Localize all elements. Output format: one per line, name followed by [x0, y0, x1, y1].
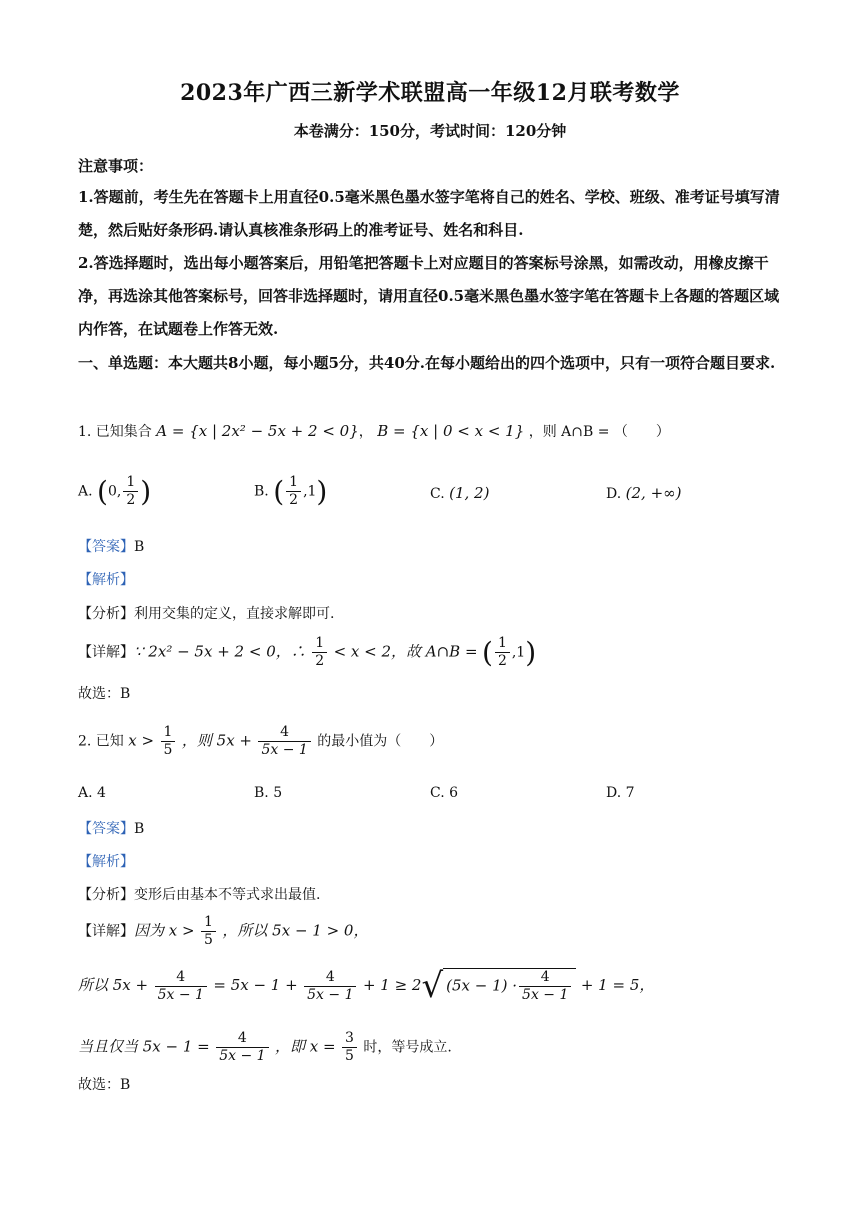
q2-line2-d: (5x − 1) · [446, 976, 518, 995]
q2-line-2 [78, 966, 654, 1006]
answer-tag: 【答案】 [78, 821, 134, 837]
q1-detail-a: ∵ 2x² − 5x + 2 < 0，∴ [134, 642, 306, 661]
frac-den: 5x − 1 [261, 742, 308, 758]
q2-detail-a: 因为 x > [134, 921, 195, 940]
q2-option-d: D. 7 [606, 785, 635, 801]
answer-value: B [134, 821, 145, 837]
q2-line3-c: 时，等号成立. [363, 1039, 452, 1056]
fenxi-text: 利用交集的定义，直接求解即可. [134, 606, 335, 622]
q1-conclude: 故选：B [78, 686, 131, 702]
q2-answer [78, 818, 144, 838]
q1-set-b: B = {x | 0 < x < 1} [377, 422, 525, 440]
q1-option-c [430, 484, 489, 502]
page-title: 2023年广西三新学术联盟高一年级12月联考数学 [180, 80, 680, 106]
q2-option-a: A. 4 [78, 785, 106, 801]
q1-option-b-label: B. [254, 483, 269, 500]
q1-answer [78, 536, 144, 556]
q1-option-d [606, 484, 682, 502]
q1-fenxi [78, 603, 334, 623]
frac-den: 2 [126, 492, 136, 508]
q2-analysis [78, 851, 134, 871]
q2-prefix: 2. 已知 [78, 733, 124, 750]
q1-option-d-label: D. [606, 486, 622, 502]
frac-num: 4 [304, 969, 356, 987]
q2-ask: 的最小值为（ ） [317, 733, 444, 750]
q2-line2-e: + 1 = 5， [580, 976, 655, 994]
analysis-tag: 【解析】 [78, 572, 134, 588]
notice-item-1: 1.答题前，考生先在答题卡上用直径0.5毫米黑色墨水签字笔将自己的姓名、学校、班级、准考证号填写清楚，然后贴好条形码.请认真核准条形码上的准考证号、姓名和科目. [78, 188, 780, 239]
frac-num: 4 [155, 969, 207, 987]
q1-option-a: A. (0, $\frac{1}{2}$ ) [78, 474, 152, 508]
q1-option-c-label: C. [430, 486, 445, 502]
q2-line2-c: + 1 ≥ 2 [362, 976, 422, 994]
q1-option-a-zero: 0, [107, 483, 122, 500]
frac-den: 5 [163, 742, 173, 758]
notice-item-2: 2.答选择题时，选出每小题答案后，用铅笔把答题卡上对应题目的答案标号涂黑，如需改动，用橡皮擦干净，再选涂其他答案标号，回答非选择题时，请用直径0.5毫米黑色墨水签字笔在答题卡上各题的答题区域内作答，在试题卷上作答无效. [78, 254, 780, 338]
fenxi-tag: 【分析】 [78, 887, 134, 903]
q1-option-b: B. ( $\frac{1}{2}$ ,1) [254, 474, 328, 508]
q2-line2-a: 所以 5x + [78, 976, 149, 994]
answer-value: B [134, 539, 145, 555]
detail-tag: 【详解】 [78, 644, 134, 661]
frac-den: 2 [497, 653, 507, 669]
q1-set-a: A = {x | 2x² − 5x + 2 < 0} [156, 422, 359, 440]
frac-den: 5x − 1 [307, 986, 354, 1003]
frac-num: 3 [342, 1030, 357, 1048]
frac-num: 1 [312, 635, 327, 653]
frac-num: 4 [519, 969, 571, 987]
q2-line2-b: = 5x − 1 + [213, 976, 298, 994]
notice-heading: 注意事项： [78, 157, 154, 175]
q1-detail: 【详解】∵ 2x² − 5x + 2 < 0，∴ $\frac{1}{2}$ < x < 2，故 A∩B = ( $\frac{1}{2}$ ,1) [78, 635, 537, 669]
q1-option-d-value: (2, +∞) [625, 484, 682, 502]
q1-sep: ， [358, 424, 373, 440]
q1-detail-tail: ,1 [511, 644, 526, 661]
frac-den: 2 [315, 653, 325, 669]
q2-line-3 [78, 1030, 452, 1065]
q2-cond: x > [128, 731, 155, 750]
frac-num: 4 [258, 724, 310, 742]
frac-num: 1 [201, 914, 216, 932]
q2-option-c: C. 6 [430, 785, 459, 801]
frac-den: 5x − 1 [522, 987, 569, 1003]
frac-num: 1 [161, 724, 176, 742]
frac-num: 1 [123, 474, 138, 492]
q1-ask: ，则 A∩B = （ ） [528, 424, 670, 440]
q1-option-a-label: A. [78, 483, 93, 500]
q2-detail-b: ，所以 5x − 1 > 0， [222, 921, 369, 940]
detail-tag: 【详解】 [78, 923, 134, 940]
q1-detail-b: < x < 2，故 A∩B = [333, 642, 478, 661]
question-1 [78, 421, 670, 441]
fenxi-text: 变形后由基本不等式求出最值. [134, 887, 321, 903]
frac-den: 5x − 1 [219, 1048, 266, 1064]
frac-num: 4 [216, 1030, 268, 1048]
q2-fenxi [78, 884, 320, 904]
frac-den: 5x − 1 [157, 986, 204, 1003]
frac-den: 2 [289, 492, 299, 508]
q2-line3-a: 当且仅当 5x − 1 = [78, 1037, 210, 1056]
question-2 [78, 724, 443, 759]
section-heading: 一、单选题：本大题共8小题，每小题5分，共40分.在每小题给出的四个选项中，只有一项符合题目要求. [78, 354, 776, 372]
analysis-tag: 【解析】 [78, 854, 134, 870]
q2-detail [78, 914, 368, 949]
frac-den: 5 [204, 932, 213, 948]
q1-prefix: 1. 已知集合 [78, 424, 152, 440]
q2-line3-b: ，即 x = [275, 1037, 336, 1056]
q2-conclude: 故选：B [78, 1077, 131, 1093]
q2-option-b: B. 5 [254, 785, 283, 801]
fenxi-tag: 【分析】 [78, 606, 134, 622]
q1-option-b-tail: ,1 [303, 483, 317, 500]
frac-num: 1 [495, 635, 510, 653]
frac-num: 1 [286, 474, 301, 492]
page-subtitle: 本卷满分：150分，考试时间：120分钟 [293, 122, 567, 140]
frac-den: 5 [345, 1048, 354, 1064]
sqrt-expr: √ (5x − 1) · $\frac{4}{5x - 1}$ [421, 966, 576, 1006]
q1-analysis [78, 569, 134, 589]
q1-option-c-value: (1, 2) [449, 484, 490, 502]
q2-mid: ，则 5x + [181, 731, 252, 750]
answer-tag: 【答案】 [78, 539, 134, 555]
